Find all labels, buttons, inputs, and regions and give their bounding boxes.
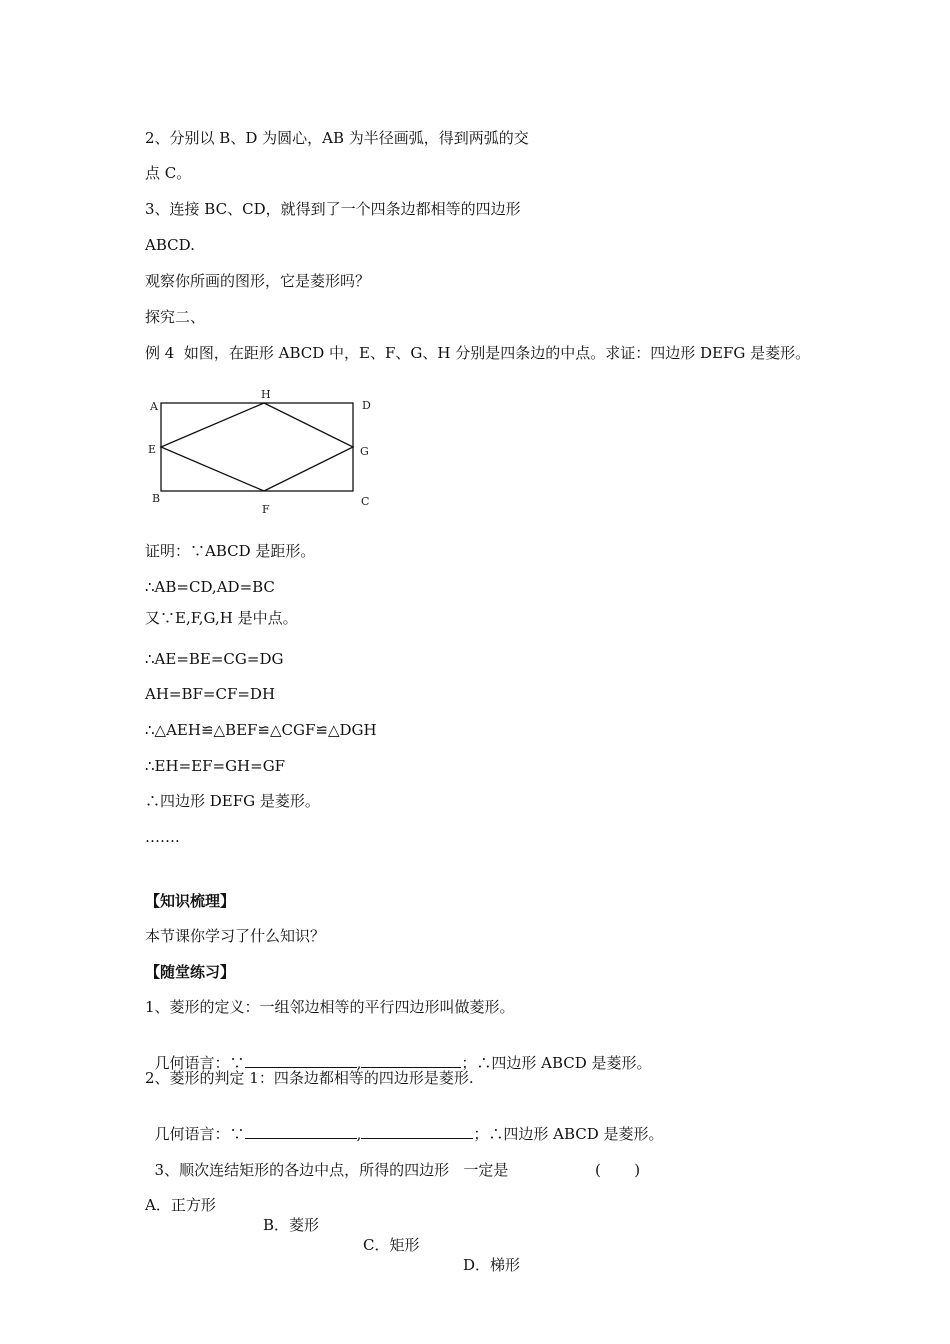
q1-lang-prefix: 几何语言：∵	[154, 1054, 245, 1072]
geometry-diagram	[140, 380, 380, 520]
practice-q1-geometry-language	[145, 1033, 652, 1073]
proof-line8: ∴四边形 DEFG 是菱形。	[145, 792, 320, 810]
label-e: E	[148, 443, 157, 456]
q1-separator: ,	[356, 1054, 362, 1072]
q2-blank-2[interactable]	[361, 1124, 473, 1139]
summary-heading: 【知识梳理】	[145, 892, 236, 910]
step2-line2: 点 C。	[145, 164, 192, 182]
q1-suffix: ；∴四边形 ABCD 是菱形。	[461, 1054, 652, 1072]
q1-blank-1[interactable]	[245, 1053, 357, 1068]
proof-line5: AH=BF=CF=DH	[145, 685, 276, 703]
option-c[interactable]: C．矩形	[363, 1236, 420, 1254]
proof-line6: ∴△AEH≌△BEF≌△CGF≌△DGH	[145, 721, 377, 739]
proof-line7: ∴EH=EF=GH=GF	[145, 757, 286, 775]
option-d[interactable]: D．梯形	[463, 1256, 521, 1274]
q3-text: 3、顺次连结矩形的各边中点，所得的四边形 一定是	[154, 1161, 509, 1179]
summary-question: 本节课你学习了什么知识？	[145, 927, 326, 945]
q2-lang-prefix: 几何语言：∵	[154, 1125, 245, 1143]
practice-q3-options	[145, 1175, 521, 1275]
proof-line2: ∴AB=CD,AD=BC	[145, 578, 275, 596]
practice-q2-geometry-language	[145, 1104, 664, 1144]
step3-line2: ABCD.	[145, 236, 195, 254]
q3-answer-paren[interactable]: ( )	[595, 1161, 641, 1179]
option-b[interactable]: B．菱形	[263, 1216, 320, 1234]
label-f: F	[262, 503, 270, 516]
q2-blank-1[interactable]	[245, 1124, 357, 1139]
option-a[interactable]: A．正方形	[145, 1196, 216, 1214]
label-h: H	[261, 388, 271, 401]
proof-line4: ∴AE=BE=CG=DG	[145, 650, 284, 668]
practice-q1: 1、菱形的定义：一组邻边相等的平行四边形叫做菱形。	[145, 998, 515, 1016]
practice-q2: 2、菱形的判定 1：四条边都相等的四边形是菱形.	[145, 1069, 474, 1087]
observe-question: 观察你所画的图形，它是菱形吗？	[145, 272, 371, 290]
q2-suffix: ；∴四边形 ABCD 是菱形。	[473, 1125, 664, 1143]
label-d: D	[362, 399, 371, 412]
rhombus-efgh	[161, 403, 353, 491]
q2-separator: ,	[356, 1125, 362, 1143]
step3-line1: 3、连接 BC、CD，就得到了一个四条边都相等的四边形	[145, 200, 521, 218]
q1-blank-2[interactable]	[361, 1053, 461, 1068]
rectangle-rhombus-figure	[140, 380, 380, 524]
proof-line3: 又∵E,F,G,H 是中点。	[145, 609, 298, 627]
example4-text: 例 4 如图，在距形 ABCD 中，E、F、G、H 分别是四条边的中点。求证：四边形 DEFG 是菱形。	[145, 344, 811, 362]
rectangle-abcd	[161, 403, 353, 491]
explore2-heading: 探究二、	[145, 308, 206, 326]
label-b: B	[152, 492, 161, 505]
step2-line1: 2、分别以 B、D 为圆心，AB 为半径画弧，得到两弧的交	[145, 129, 529, 147]
label-c: C	[361, 495, 370, 508]
label-a: A	[150, 400, 158, 413]
practice-heading: 【随堂练习】	[145, 963, 236, 981]
practice-q3	[145, 1140, 641, 1180]
proof-line1: 证明：∵ABCD 是距形。	[145, 542, 316, 560]
label-g: G	[360, 445, 369, 458]
proof-ellipsis: …….	[145, 828, 180, 846]
